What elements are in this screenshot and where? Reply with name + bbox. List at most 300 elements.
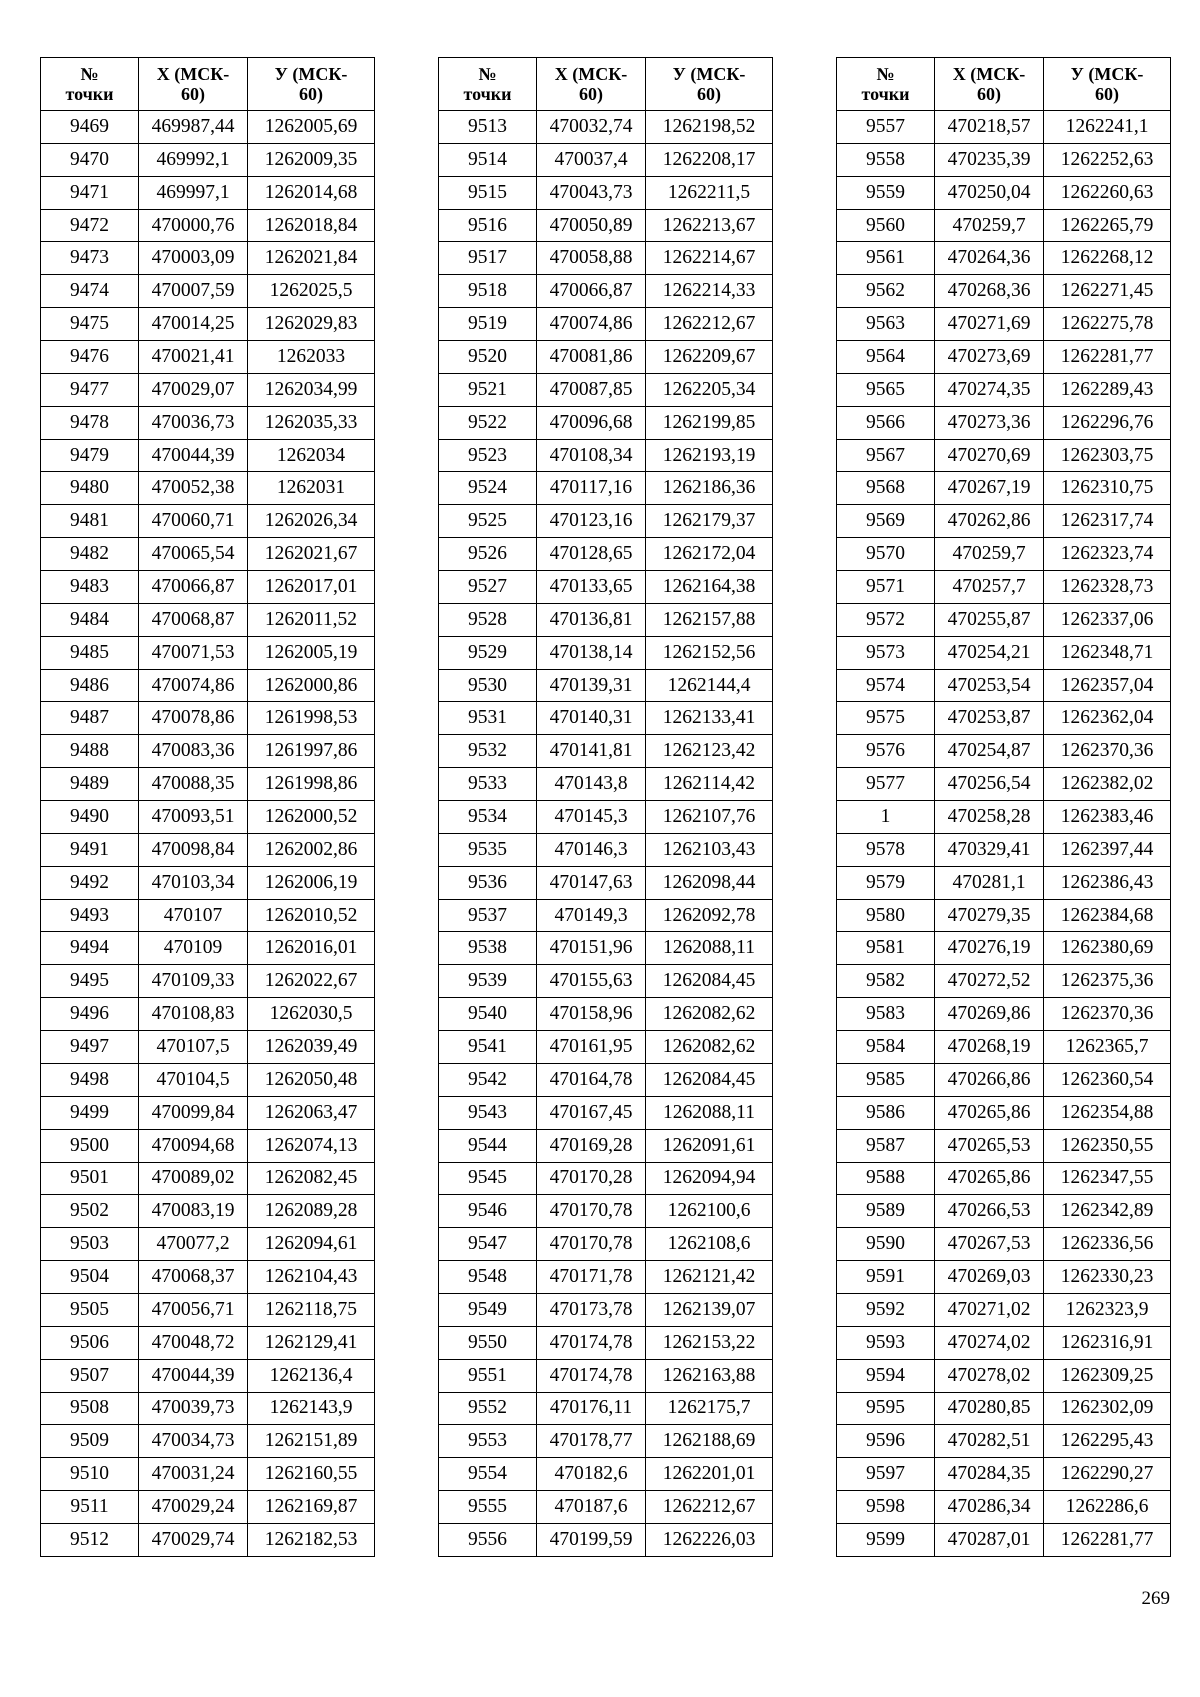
table-row — [439, 1293, 773, 1326]
x-coordinate-cell: 470043,73 — [537, 176, 646, 209]
y-coordinate-cell: 1262139,07 — [646, 1293, 773, 1326]
table-row — [837, 702, 1171, 735]
y-coordinate-cell: 1262143,9 — [248, 1392, 375, 1425]
x-coordinate-cell: 470074,86 — [139, 669, 248, 702]
table-row — [439, 1195, 773, 1228]
y-coordinate-cell: 1262226,03 — [646, 1523, 773, 1556]
x-coordinate-cell: 470123,16 — [537, 505, 646, 538]
x-coordinate-cell: 470273,69 — [935, 341, 1044, 374]
table-row — [837, 1031, 1171, 1064]
x-coordinate-cell: 470107 — [139, 899, 248, 932]
x-coordinate-cell: 470117,16 — [537, 472, 646, 505]
x-coordinate-cell: 470329,41 — [935, 833, 1044, 866]
y-coordinate-cell: 1262188,69 — [646, 1425, 773, 1458]
x-coordinate-cell: 470281,1 — [935, 866, 1044, 899]
y-coordinate-cell: 1262386,43 — [1044, 866, 1171, 899]
table-row — [41, 833, 375, 866]
x-coordinate-cell: 470007,59 — [139, 275, 248, 308]
point-number-cell: 9585 — [837, 1063, 935, 1096]
x-coordinate-cell: 470176,11 — [537, 1392, 646, 1425]
point-number-cell: 9517 — [439, 242, 537, 275]
x-coordinate-cell: 470089,02 — [139, 1162, 248, 1195]
y-coordinate-cell: 1262031 — [248, 472, 375, 505]
point-number-cell: 9511 — [41, 1491, 139, 1524]
y-coordinate-cell: 1262295,43 — [1044, 1425, 1171, 1458]
y-coordinate-cell: 1262397,44 — [1044, 833, 1171, 866]
table-row — [837, 1458, 1171, 1491]
y-coordinate-cell: 1262050,48 — [248, 1063, 375, 1096]
table-row — [439, 1096, 773, 1129]
y-coordinate-cell: 1262118,75 — [248, 1293, 375, 1326]
point-number-cell: 9567 — [837, 439, 935, 472]
point-number-cell: 9587 — [837, 1129, 935, 1162]
x-coordinate-cell: 470093,51 — [139, 801, 248, 834]
x-coordinate-cell: 470088,35 — [139, 768, 248, 801]
point-number-cell: 1 — [837, 801, 935, 834]
y-coordinate-cell: 1262357,04 — [1044, 669, 1171, 702]
table-row — [837, 505, 1171, 538]
coordinates-table-1 — [40, 57, 375, 1557]
y-coordinate-cell: 1262360,54 — [1044, 1063, 1171, 1096]
header-text: точки — [463, 84, 512, 104]
x-coordinate-cell: 470167,45 — [537, 1096, 646, 1129]
y-coordinate-cell: 1262271,45 — [1044, 275, 1171, 308]
y-coordinate-cell: 1262281,77 — [1044, 341, 1171, 374]
point-number-cell: 9568 — [837, 472, 935, 505]
point-number-cell: 9490 — [41, 801, 139, 834]
table-row — [439, 1523, 773, 1556]
x-coordinate-cell: 470133,65 — [537, 571, 646, 604]
point-number-cell: 9553 — [439, 1425, 537, 1458]
x-coordinate-cell: 470274,35 — [935, 373, 1044, 406]
y-coordinate-cell: 1262179,37 — [646, 505, 773, 538]
table-row — [837, 1228, 1171, 1261]
point-number-cell: 9527 — [439, 571, 537, 604]
y-coordinate-cell: 1262088,11 — [646, 1096, 773, 1129]
x-coordinate-cell: 470078,86 — [139, 702, 248, 735]
table-row — [837, 1129, 1171, 1162]
point-number-cell: 9531 — [439, 702, 537, 735]
point-number-cell: 9593 — [837, 1326, 935, 1359]
x-coordinate-cell: 470139,31 — [537, 669, 646, 702]
point-number-cell: 9578 — [837, 833, 935, 866]
table-row — [837, 801, 1171, 834]
point-number-cell: 9575 — [837, 702, 935, 735]
header-text: Х (МСК- — [156, 64, 230, 84]
point-number-cell: 9522 — [439, 406, 537, 439]
table-row — [439, 603, 773, 636]
point-number-cell: 9559 — [837, 176, 935, 209]
point-number-cell: 9535 — [439, 833, 537, 866]
point-number-cell: 9506 — [41, 1326, 139, 1359]
x-coordinate-cell: 470158,96 — [537, 998, 646, 1031]
table-row — [439, 702, 773, 735]
table-row — [41, 209, 375, 242]
x-coordinate-cell: 470044,39 — [139, 1359, 248, 1392]
point-number-cell: 9508 — [41, 1392, 139, 1425]
x-coordinate-cell: 470279,35 — [935, 899, 1044, 932]
point-number-cell: 9561 — [837, 242, 935, 275]
header-text: № — [80, 64, 99, 84]
x-coordinate-cell: 470274,02 — [935, 1326, 1044, 1359]
point-number-cell: 9471 — [41, 176, 139, 209]
x-coordinate-cell: 470147,63 — [537, 866, 646, 899]
point-number-cell: 9530 — [439, 669, 537, 702]
table-row — [439, 1458, 773, 1491]
header-text: 60) — [181, 84, 205, 104]
point-number-cell: 9562 — [837, 275, 935, 308]
y-coordinate-cell: 1262034 — [248, 439, 375, 472]
x-coordinate-cell: 470250,04 — [935, 176, 1044, 209]
table-row — [439, 1063, 773, 1096]
point-number-cell: 9596 — [837, 1425, 935, 1458]
y-coordinate-cell: 1262286,6 — [1044, 1491, 1171, 1524]
table-row — [41, 472, 375, 505]
y-coordinate-cell: 1262186,36 — [646, 472, 773, 505]
point-number-cell: 9513 — [439, 111, 537, 144]
x-coordinate-cell: 470039,73 — [139, 1392, 248, 1425]
point-number-cell: 9485 — [41, 636, 139, 669]
x-coordinate-cell: 470170,28 — [537, 1162, 646, 1195]
x-coordinate-cell: 470081,86 — [537, 341, 646, 374]
x-coordinate-cell: 470098,84 — [139, 833, 248, 866]
point-number-cell: 9496 — [41, 998, 139, 1031]
table-row — [439, 768, 773, 801]
header-row — [837, 58, 1171, 111]
y-coordinate-cell: 1262211,5 — [646, 176, 773, 209]
point-number-cell: 9570 — [837, 538, 935, 571]
y-coordinate-header — [248, 58, 375, 111]
point-number-cell: 9469 — [41, 111, 139, 144]
y-coordinate-cell: 1262290,27 — [1044, 1458, 1171, 1491]
y-coordinate-cell: 1262016,01 — [248, 932, 375, 965]
point-number-cell: 9482 — [41, 538, 139, 571]
y-coordinate-cell: 1262172,04 — [646, 538, 773, 571]
y-coordinate-cell: 1262039,49 — [248, 1031, 375, 1064]
x-coordinate-cell: 469997,1 — [139, 176, 248, 209]
point-number-cell: 9584 — [837, 1031, 935, 1064]
point-number-cell: 9472 — [41, 209, 139, 242]
y-coordinate-cell: 1262005,69 — [248, 111, 375, 144]
x-coordinate-cell: 470265,86 — [935, 1096, 1044, 1129]
y-coordinate-cell: 1262129,41 — [248, 1326, 375, 1359]
y-coordinate-cell: 1262098,44 — [646, 866, 773, 899]
y-coordinate-cell: 1262384,68 — [1044, 899, 1171, 932]
table-row — [439, 143, 773, 176]
table-row — [439, 505, 773, 538]
y-coordinate-cell: 1262316,91 — [1044, 1326, 1171, 1359]
table-row — [837, 439, 1171, 472]
point-number-cell: 9525 — [439, 505, 537, 538]
x-coordinate-cell: 470029,24 — [139, 1491, 248, 1524]
y-coordinate-cell: 1262199,85 — [646, 406, 773, 439]
y-coordinate-cell: 1262074,13 — [248, 1129, 375, 1162]
x-coordinate-cell: 470173,78 — [537, 1293, 646, 1326]
point-number-cell: 9481 — [41, 505, 139, 538]
table-row — [837, 1096, 1171, 1129]
y-coordinate-cell: 1262082,62 — [646, 1031, 773, 1064]
y-coordinate-cell: 1262082,62 — [646, 998, 773, 1031]
table-row — [41, 669, 375, 702]
y-coordinate-cell: 1262296,76 — [1044, 406, 1171, 439]
point-number-cell: 9502 — [41, 1195, 139, 1228]
header-text: 60) — [1095, 84, 1119, 104]
x-coordinate-cell: 470266,86 — [935, 1063, 1044, 1096]
x-coordinate-cell: 470267,53 — [935, 1228, 1044, 1261]
y-coordinate-cell: 1262133,41 — [646, 702, 773, 735]
y-coordinate-cell: 1262089,28 — [248, 1195, 375, 1228]
point-number-cell: 9552 — [439, 1392, 537, 1425]
header-text: № — [876, 64, 895, 84]
y-coordinate-cell: 1262383,46 — [1044, 801, 1171, 834]
y-coordinate-cell: 1262252,63 — [1044, 143, 1171, 176]
x-coordinate-cell: 470109 — [139, 932, 248, 965]
point-number-cell: 9580 — [837, 899, 935, 932]
point-number-cell: 9479 — [41, 439, 139, 472]
y-coordinate-cell: 1262268,12 — [1044, 242, 1171, 275]
table-row — [439, 1326, 773, 1359]
table-row — [837, 669, 1171, 702]
y-coordinate-cell: 1262009,35 — [248, 143, 375, 176]
table-row — [439, 735, 773, 768]
x-coordinate-cell: 470066,87 — [139, 571, 248, 604]
point-number-cell: 9498 — [41, 1063, 139, 1096]
y-coordinate-cell: 1262094,61 — [248, 1228, 375, 1261]
x-coordinate-cell: 470136,81 — [537, 603, 646, 636]
point-number-cell: 9595 — [837, 1392, 935, 1425]
x-coordinate-cell: 470278,02 — [935, 1359, 1044, 1392]
point-number-cell: 9486 — [41, 669, 139, 702]
table-row — [41, 1031, 375, 1064]
page-number: 269 — [1141, 1588, 1170, 1609]
point-number-cell: 9518 — [439, 275, 537, 308]
x-coordinate-cell: 470068,87 — [139, 603, 248, 636]
y-coordinate-cell: 1262365,7 — [1044, 1031, 1171, 1064]
y-coordinate-cell: 1262005,19 — [248, 636, 375, 669]
point-number-cell: 9475 — [41, 308, 139, 341]
y-coordinate-cell: 1262214,67 — [646, 242, 773, 275]
x-coordinate-cell: 470286,34 — [935, 1491, 1044, 1524]
y-coordinate-cell: 1262152,56 — [646, 636, 773, 669]
y-coordinate-cell: 1262114,42 — [646, 768, 773, 801]
y-coordinate-cell: 1262362,04 — [1044, 702, 1171, 735]
point-number-cell: 9573 — [837, 636, 935, 669]
y-coordinate-cell: 1262108,6 — [646, 1228, 773, 1261]
table-row — [837, 932, 1171, 965]
point-number-cell: 9590 — [837, 1228, 935, 1261]
point-number-cell: 9500 — [41, 1129, 139, 1162]
table-row — [439, 899, 773, 932]
y-coordinate-cell: 1262033 — [248, 341, 375, 374]
point-number-cell: 9558 — [837, 143, 935, 176]
y-coordinate-cell: 1262026,34 — [248, 505, 375, 538]
point-number-cell: 9565 — [837, 373, 935, 406]
x-coordinate-cell: 470265,53 — [935, 1129, 1044, 1162]
y-coordinate-cell: 1262193,19 — [646, 439, 773, 472]
x-coordinate-header — [935, 58, 1044, 111]
point-number-cell: 9594 — [837, 1359, 935, 1392]
y-coordinate-cell: 1262136,4 — [248, 1359, 375, 1392]
point-number-cell: 9586 — [837, 1096, 935, 1129]
header-text: Х (МСК- — [554, 64, 628, 84]
y-coordinate-cell: 1262018,84 — [248, 209, 375, 242]
x-coordinate-cell: 469987,44 — [139, 111, 248, 144]
x-coordinate-cell: 470052,38 — [139, 472, 248, 505]
table-row — [439, 373, 773, 406]
x-coordinate-cell: 470096,68 — [537, 406, 646, 439]
point-number-cell: 9480 — [41, 472, 139, 505]
point-number-header — [439, 58, 537, 111]
table-row — [41, 1063, 375, 1096]
table-row — [41, 735, 375, 768]
point-number-cell: 9470 — [41, 143, 139, 176]
point-number-cell: 9592 — [837, 1293, 935, 1326]
y-coordinate-cell: 1262208,17 — [646, 143, 773, 176]
y-coordinate-cell: 1262021,84 — [248, 242, 375, 275]
point-number-cell: 9493 — [41, 899, 139, 932]
point-number-cell: 9557 — [837, 111, 935, 144]
table-row — [41, 143, 375, 176]
y-coordinate-cell: 1262164,38 — [646, 571, 773, 604]
y-coordinate-cell: 1262342,89 — [1044, 1195, 1171, 1228]
table-row — [41, 439, 375, 472]
point-number-cell: 9537 — [439, 899, 537, 932]
y-coordinate-cell: 1262163,88 — [646, 1359, 773, 1392]
point-number-cell: 9582 — [837, 965, 935, 998]
point-number-cell: 9483 — [41, 571, 139, 604]
point-number-cell: 9504 — [41, 1261, 139, 1294]
x-coordinate-cell: 470099,84 — [139, 1096, 248, 1129]
y-coordinate-cell: 1262302,09 — [1044, 1392, 1171, 1425]
table-row — [41, 1458, 375, 1491]
y-coordinate-cell: 1262084,45 — [646, 1063, 773, 1096]
y-coordinate-cell: 1262309,25 — [1044, 1359, 1171, 1392]
table-row — [41, 111, 375, 144]
x-coordinate-cell: 470000,76 — [139, 209, 248, 242]
x-coordinate-cell: 470253,87 — [935, 702, 1044, 735]
table-row — [837, 1293, 1171, 1326]
table-row — [41, 1293, 375, 1326]
table-row — [439, 998, 773, 1031]
x-coordinate-cell: 470164,78 — [537, 1063, 646, 1096]
point-number-cell: 9539 — [439, 965, 537, 998]
x-coordinate-cell: 470143,8 — [537, 768, 646, 801]
y-coordinate-cell: 1262029,83 — [248, 308, 375, 341]
x-coordinate-cell: 470262,86 — [935, 505, 1044, 538]
point-number-cell: 9572 — [837, 603, 935, 636]
table-row — [439, 571, 773, 604]
point-number-cell: 9529 — [439, 636, 537, 669]
x-coordinate-cell: 470021,41 — [139, 341, 248, 374]
x-coordinate-cell: 470271,02 — [935, 1293, 1044, 1326]
x-coordinate-cell: 470270,69 — [935, 439, 1044, 472]
y-coordinate-cell: 1262002,86 — [248, 833, 375, 866]
x-coordinate-cell: 470107,5 — [139, 1031, 248, 1064]
table-row — [837, 176, 1171, 209]
table-row — [41, 275, 375, 308]
point-number-cell: 9599 — [837, 1523, 935, 1556]
x-coordinate-cell: 470032,74 — [537, 111, 646, 144]
x-coordinate-cell: 470034,73 — [139, 1425, 248, 1458]
x-coordinate-cell: 470083,19 — [139, 1195, 248, 1228]
table-row — [837, 768, 1171, 801]
x-coordinate-cell: 470128,65 — [537, 538, 646, 571]
y-coordinate-cell: 1262323,9 — [1044, 1293, 1171, 1326]
coordinates-table-3 — [836, 57, 1171, 1557]
table-row — [41, 1096, 375, 1129]
y-coordinate-cell: 1262213,67 — [646, 209, 773, 242]
table-row — [837, 111, 1171, 144]
table-row — [837, 1392, 1171, 1425]
x-coordinate-cell: 470253,54 — [935, 669, 1044, 702]
x-coordinate-cell: 470269,03 — [935, 1261, 1044, 1294]
point-number-cell: 9571 — [837, 571, 935, 604]
table-row — [837, 242, 1171, 275]
y-coordinate-cell: 1262000,86 — [248, 669, 375, 702]
x-coordinate-cell: 470151,96 — [537, 932, 646, 965]
table-row — [837, 1195, 1171, 1228]
point-number-cell: 9563 — [837, 308, 935, 341]
table-row — [41, 636, 375, 669]
x-coordinate-cell: 470170,78 — [537, 1228, 646, 1261]
x-coordinate-cell: 470265,86 — [935, 1162, 1044, 1195]
table-row — [41, 571, 375, 604]
table-row — [837, 1162, 1171, 1195]
y-coordinate-cell: 1262348,71 — [1044, 636, 1171, 669]
y-coordinate-cell: 1262317,74 — [1044, 505, 1171, 538]
table-row — [837, 1261, 1171, 1294]
x-coordinate-cell: 470071,53 — [139, 636, 248, 669]
table-row — [837, 1326, 1171, 1359]
y-coordinate-cell: 1262375,36 — [1044, 965, 1171, 998]
y-coordinate-cell: 1262265,79 — [1044, 209, 1171, 242]
x-coordinate-cell: 470282,51 — [935, 1425, 1044, 1458]
x-coordinate-cell: 470031,24 — [139, 1458, 248, 1491]
x-coordinate-cell: 470218,57 — [935, 111, 1044, 144]
table-row — [837, 406, 1171, 439]
header-text: точки — [65, 84, 114, 104]
point-number-cell: 9484 — [41, 603, 139, 636]
header-text: У (МСК- — [1070, 64, 1144, 84]
table-row — [837, 1359, 1171, 1392]
y-coordinate-cell: 1262201,01 — [646, 1458, 773, 1491]
point-number-cell: 9523 — [439, 439, 537, 472]
x-coordinate-cell: 470235,39 — [935, 143, 1044, 176]
table-row — [439, 965, 773, 998]
x-coordinate-cell: 470273,36 — [935, 406, 1044, 439]
y-coordinate-cell: 1262289,43 — [1044, 373, 1171, 406]
table-row — [837, 341, 1171, 374]
x-coordinate-cell: 470271,69 — [935, 308, 1044, 341]
x-coordinate-cell: 470259,7 — [935, 209, 1044, 242]
point-number-cell: 9551 — [439, 1359, 537, 1392]
point-number-cell: 9560 — [837, 209, 935, 242]
point-number-cell: 9538 — [439, 932, 537, 965]
point-number-cell: 9478 — [41, 406, 139, 439]
x-coordinate-cell: 470145,3 — [537, 801, 646, 834]
header-text: № — [478, 64, 497, 84]
y-coordinate-cell: 1262380,69 — [1044, 932, 1171, 965]
x-coordinate-cell: 470258,28 — [935, 801, 1044, 834]
y-coordinate-cell: 1262260,63 — [1044, 176, 1171, 209]
point-number-cell: 9581 — [837, 932, 935, 965]
y-coordinate-cell: 1262010,52 — [248, 899, 375, 932]
table-row — [439, 932, 773, 965]
table-row — [439, 1129, 773, 1162]
y-coordinate-cell: 1262104,43 — [248, 1261, 375, 1294]
table-row — [439, 1359, 773, 1392]
table-row — [439, 176, 773, 209]
